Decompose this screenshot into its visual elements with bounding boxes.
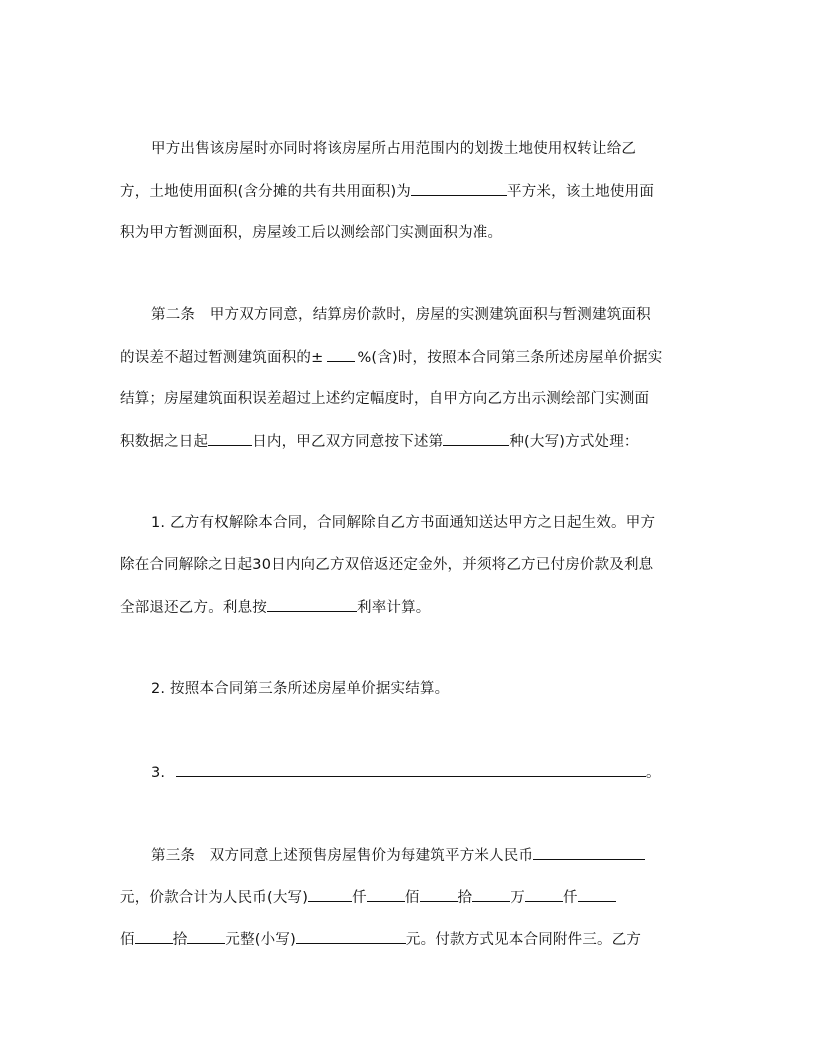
article-text: %(含)时，按照本合同第三条所述房屋单价据实 bbox=[357, 350, 663, 366]
list-item-text: 2. 按照本合同第三条所述房屋单价据实结算。 bbox=[151, 681, 450, 697]
blank-amount-shi[interactable] bbox=[135, 929, 173, 944]
blank-interest-rate[interactable] bbox=[267, 597, 357, 612]
list-item-line bbox=[120, 597, 431, 618]
article-text: 第三条 双方同意上述预售房屋售价为每建筑平方米人民币 bbox=[151, 848, 534, 864]
paragraph-text: 平方米，该土地使用面 bbox=[507, 184, 655, 200]
amount-unit: 拾 bbox=[172, 932, 188, 948]
article-line bbox=[120, 389, 649, 409]
amount-unit: 元整(小写) bbox=[225, 932, 296, 948]
blank-amount-qian-wan[interactable] bbox=[308, 887, 352, 902]
list-item-text: 全部退还乙方。利息按 bbox=[120, 600, 267, 616]
blank-error-percent[interactable] bbox=[327, 347, 355, 362]
blank-other-option[interactable] bbox=[176, 762, 646, 777]
amount-unit: 佰 bbox=[404, 890, 420, 906]
list-item-text: 利率计算。 bbox=[357, 600, 431, 616]
blank-amount-bai[interactable] bbox=[578, 887, 616, 902]
paragraph-text: 甲方出售该房屋时亦同时将该房屋所占用范围内的划拨土地使用权转让给乙 bbox=[151, 141, 637, 157]
paragraph-line bbox=[151, 139, 636, 159]
blank-amount-wan[interactable] bbox=[472, 887, 510, 902]
blank-amount-bai-wan[interactable] bbox=[367, 887, 405, 902]
blank-days[interactable] bbox=[208, 431, 252, 446]
blank-amount-yuan[interactable] bbox=[187, 929, 225, 944]
amount-unit: 佰 bbox=[120, 932, 135, 948]
list-item-line bbox=[151, 679, 449, 699]
list-item-line bbox=[120, 555, 653, 575]
blank-amount-figures[interactable] bbox=[296, 929, 406, 944]
blank-land-area[interactable] bbox=[411, 181, 507, 196]
amount-unit: 仟 bbox=[352, 890, 367, 906]
article-line bbox=[120, 431, 639, 452]
blank-option-number[interactable] bbox=[443, 431, 509, 446]
article-text: 的误差不超过暂测建筑面积的± bbox=[120, 350, 324, 366]
article-line bbox=[120, 887, 616, 908]
list-item-text: 1. 乙方有权解除本合同，合同解除自乙方书面通知送达甲方之日起生效。甲方 bbox=[151, 515, 656, 531]
article-text: 元。付款方式见本合同附件三。乙方 bbox=[405, 932, 642, 948]
amount-unit: 万 bbox=[510, 890, 525, 906]
list-item-end: 。 bbox=[646, 765, 661, 781]
blank-amount-qian[interactable] bbox=[525, 887, 563, 902]
article-text: 日内，甲乙双方同意按下述第 bbox=[252, 434, 444, 450]
paragraph-line bbox=[120, 223, 502, 243]
article-line bbox=[151, 845, 645, 866]
article-line bbox=[120, 347, 662, 368]
article-text: 种(大写)方式处理： bbox=[509, 434, 639, 450]
article-text: 积数据之日起 bbox=[120, 434, 209, 450]
paragraph-line bbox=[120, 181, 654, 202]
article-text: 第二条 甲方双方同意，结算房价款时，房屋的实测建筑面积与暂测建筑面积 bbox=[151, 307, 651, 323]
article-text: 结算；房屋建筑面积误差超过上述约定幅度时，自甲方向乙方出示测绘部门实测面 bbox=[120, 391, 650, 407]
list-item-text: 除在合同解除之日起30日内向乙方双倍返还定金外，并须将乙方已付房价款及利息 bbox=[120, 557, 654, 573]
blank-unit-price[interactable] bbox=[533, 845, 645, 860]
list-item-line bbox=[151, 513, 655, 533]
amount-unit: 拾 bbox=[457, 890, 473, 906]
amount-unit: 仟 bbox=[562, 890, 578, 906]
article-text: 元，价款合计为人民币(大写) bbox=[120, 890, 309, 906]
blank-amount-shi-wan[interactable] bbox=[420, 887, 458, 902]
paragraph-text: 积为甲方暂测面积，房屋竣工后以测绘部门实测面积为准。 bbox=[120, 225, 503, 241]
paragraph-text: 方，土地使用面积(含分摊的共有共用面积)为 bbox=[120, 184, 412, 200]
article-line bbox=[151, 305, 651, 325]
article-line bbox=[120, 929, 641, 950]
list-item-number: 3. bbox=[151, 765, 171, 781]
list-item-line bbox=[151, 762, 661, 783]
